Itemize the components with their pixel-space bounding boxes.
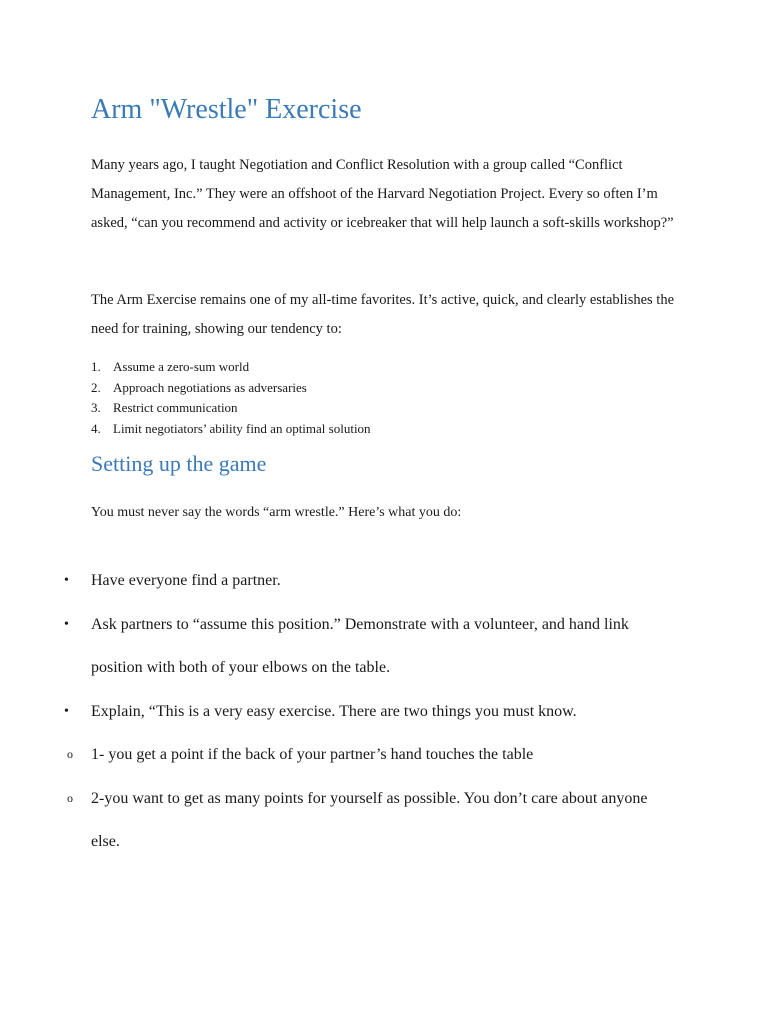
list-item-text: Ask partners to “assume this position.” Demonstrate with a volunteer, and hand link position with both of your elbows on the table. bbox=[91, 615, 629, 676]
numbered-list bbox=[91, 357, 371, 439]
list-item-text: Explain, “This is a very easy exercise. There are two things you must know. bbox=[91, 702, 577, 720]
list-item-text: Assume a zero-sum world bbox=[113, 359, 250, 374]
circle-bullet-icon: o bbox=[67, 790, 73, 805]
list-item bbox=[0, 559, 671, 603]
instructions-intro: You must never say the words “arm wrestle.” Here’s what you do: bbox=[91, 505, 462, 520]
bullet-icon: • bbox=[64, 573, 69, 588]
list-item bbox=[91, 419, 371, 440]
list-item-text: Have everyone find a partner. bbox=[91, 572, 281, 589]
list-item-number: 4. bbox=[91, 420, 101, 436]
list-item bbox=[0, 777, 671, 864]
list-item bbox=[0, 690, 671, 734]
list-item-text: Approach negotiations as adversaries bbox=[113, 379, 307, 395]
paragraph-arm-exercise: The Arm Exercise remains one of my all-time favorites. It’s active, quick, and clearly establishes the need for training, showing our tendency to: bbox=[91, 292, 675, 337]
document-title: Arm "Wrestle" Exercise bbox=[91, 94, 362, 125]
circle-bullet-icon: o bbox=[67, 747, 73, 761]
list-item-number: 2. bbox=[91, 379, 101, 395]
list-item bbox=[91, 378, 371, 399]
list-item-text: Restrict communication bbox=[113, 400, 238, 416]
list-item-number: 1. bbox=[91, 359, 101, 374]
list-item-text: Limit negotiators’ ability find an optimal solution bbox=[113, 420, 371, 436]
bullet-list bbox=[0, 559, 768, 864]
list-item-number: 3. bbox=[91, 400, 101, 416]
paragraph-intro: Many years ago, I taught Negotiation and Conflict Resolution with a group called “Conflict Management, Inc.” They were an offshoot of the Harvard Negotiation Project. Every so often I’m asked, “can you recommend and activity or icebreaker that will help launch a soft-skills workshop?” bbox=[91, 157, 674, 231]
list-item-text: 2-you want to get as many points for yourself as possible. You don’t care about anyone else. bbox=[91, 789, 648, 850]
bullet-icon: • bbox=[64, 616, 69, 632]
bullet-icon: • bbox=[64, 703, 69, 719]
list-item-text: 1- you get a point if the back of your partner’s hand touches the table bbox=[91, 746, 534, 763]
list-item bbox=[91, 357, 371, 378]
list-item bbox=[91, 398, 371, 419]
list-item bbox=[0, 603, 671, 690]
section-heading: Setting up the game bbox=[91, 451, 267, 476]
list-item bbox=[0, 733, 671, 777]
